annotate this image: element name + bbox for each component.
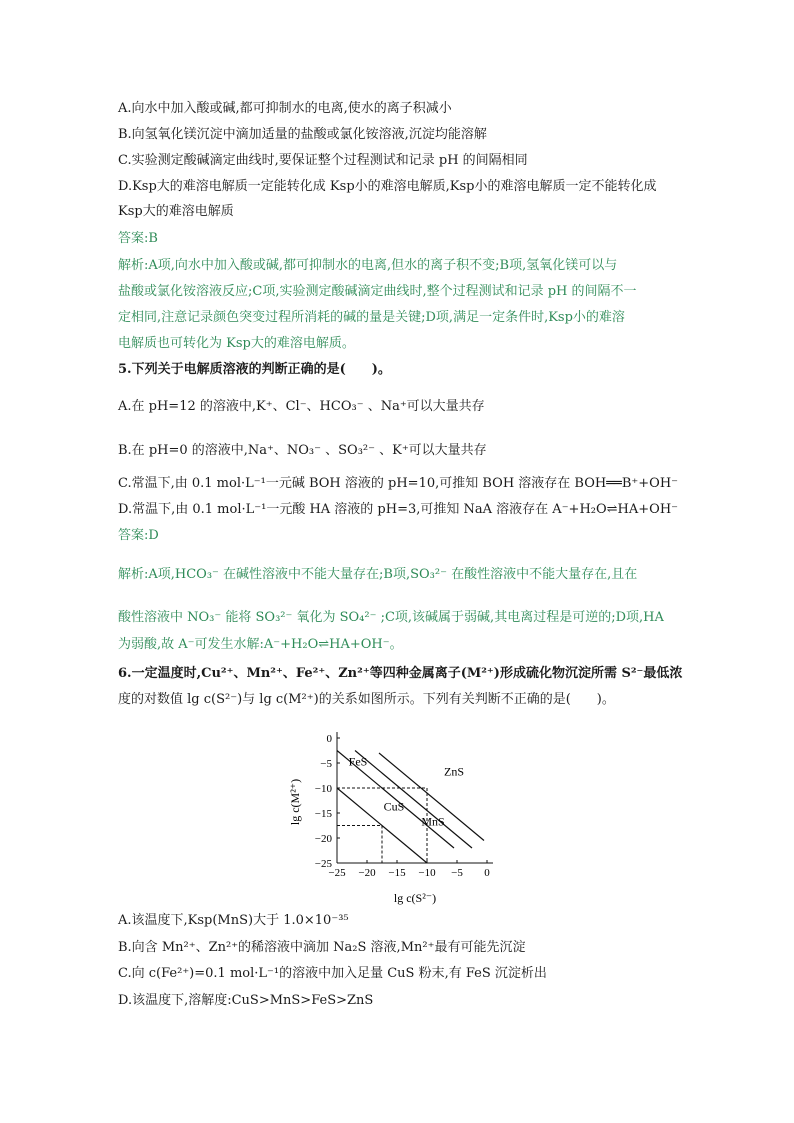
q6-option-d: D.该温度下,溶解度:CuS>MnS>FeS>ZnS xyxy=(118,993,374,1008)
q4-analysis-1: 解析:A项,向水中加入酸或碱,都可抑制水的电离,但水的离子积不变;B项,氢氧化镁可以与 xyxy=(118,258,618,273)
q5-analysis-3: 为弱酸,故 A⁻可发生水解:A⁻+H₂O⇌HA+OH⁻。 xyxy=(118,637,403,652)
q4-option-d-cont: Ksp大的难溶电解质 xyxy=(118,204,234,219)
y-axis-label: lg c(M²⁺) xyxy=(288,778,302,826)
q5-analysis-1: 解析:A项,HCO₃⁻ 在碱性溶液中不能大量存在;B项,SO₃²⁻ 在酸性溶液中不能大量存在,且在 xyxy=(118,567,638,582)
series-label-mns: MnS xyxy=(421,814,445,829)
q5-option-d: D.常温下,由 0.1 mol·L⁻¹一元酸 HA 溶液的 pH=3,可推知 NaA 溶液存在 A⁻+H₂O⇌HA+OH⁻ xyxy=(118,502,679,517)
y-tick-label: −15 xyxy=(314,808,332,820)
x-tick-label: −25 xyxy=(328,867,346,879)
q5-stem: 5.下列关于电解质溶液的判断正确的是( )。 xyxy=(118,362,391,377)
y-tick-label: −10 xyxy=(314,783,332,795)
q6-stem-2: 度的对数值 lg c(S²⁻)与 lg c(M²⁺)的关系如图所示。下列有关判断不正确的是( )。 xyxy=(118,692,615,707)
q4-option-c: C.实验测定酸碱滴定曲线时,要保证整个过程测试和记录 pH 的间隔相同 xyxy=(118,153,528,168)
y-tick-label: −20 xyxy=(314,833,332,845)
x-tick-label: −20 xyxy=(358,867,376,879)
q6-option-c: C.向 c(Fe²⁺)=0.1 mol·L⁻¹的溶液中加入足量 CuS 粉末,有 FeS 沉淀析出 xyxy=(118,966,547,981)
q5-analysis-2: 酸性溶液中 NO₃⁻ 能将 SO₃²⁻ 氧化为 SO₄²⁻ ;C项,该碱属于弱碱,其电离过程是可逆的;D项,HA xyxy=(118,610,664,625)
q4-analysis-3: 定相同,注意记录颜色突变过程所消耗的碱的量是关键;D项,满足一定条件时,Ksp小的难溶 xyxy=(118,310,625,325)
series-label-cus: CuS xyxy=(383,799,405,814)
q5-option-a: A.在 pH=12 的溶液中,K⁺、Cl⁻、HCO₃⁻ 、Na⁺可以大量共存 xyxy=(118,399,485,414)
q5-option-b: B.在 pH=0 的溶液中,Na⁺、NO₃⁻ 、SO₃²⁻ 、K⁺可以大量共存 xyxy=(118,443,487,458)
q4-option-d: D.Ksp大的难溶电解质一定能转化成 Ksp小的难溶电解质,Ksp小的难溶电解质一定不能转化成 xyxy=(118,179,657,194)
q4-analysis-2: 盐酸或氯化铵溶液反应;C项,实验测定酸碱滴定曲线时,整个过程测试和记录 pH 的间隔不一 xyxy=(118,284,637,299)
series-label-fes: FeS xyxy=(348,754,368,769)
q4-option-b: B.向氢氧化镁沉淀中滴加适量的盐酸或氯化铵溶液,沉淀均能溶解 xyxy=(118,127,487,142)
q4-answer: 答案:B xyxy=(118,231,158,246)
q4-option-a: A.向水中加入酸或碱,都可抑制水的电离,使水的离子积减小 xyxy=(118,101,452,116)
q4-analysis-4: 电解质也可转化为 Ksp大的难溶电解质。 xyxy=(118,336,355,351)
y-tick-label: −5 xyxy=(320,758,332,770)
x-tick-label: 0 xyxy=(484,867,490,879)
q6-stem-1: 6.一定温度时,Cu²⁺、Mn²⁺、Fe²⁺、Zn²⁺等四种金属离子(M²⁺)形成硫化物沉淀所需 S²⁻最低浓 xyxy=(118,666,683,681)
chart-axes xyxy=(337,732,493,863)
x-tick-label: −5 xyxy=(451,867,463,879)
y-tick-label: −25 xyxy=(314,858,332,870)
series-label-zns: ZnS xyxy=(443,764,465,779)
series-labels xyxy=(349,755,464,829)
y-tick-label: 0 xyxy=(326,733,332,745)
q6-option-b: B.向含 Mn²⁺、Zn²⁺的稀溶液中滴加 Na₂S 溶液,Mn²⁺最有可能先沉淀 xyxy=(118,940,526,955)
q5-answer: 答案:D xyxy=(118,528,159,543)
q5-option-c: C.常温下,由 0.1 mol·L⁻¹一元碱 BOH 溶液的 pH=10,可推知 BOH 溶液存在 BOH══B⁺+OH⁻ xyxy=(118,476,679,491)
x-tick-label: −15 xyxy=(388,867,406,879)
q6-option-a: A.该温度下,Ksp(MnS)大于 1.0×10⁻³⁵ xyxy=(118,913,349,928)
solubility-chart xyxy=(285,722,515,907)
x-axis-label: lg c(S²⁻) xyxy=(393,891,437,905)
x-tick-label: −10 xyxy=(418,867,436,879)
